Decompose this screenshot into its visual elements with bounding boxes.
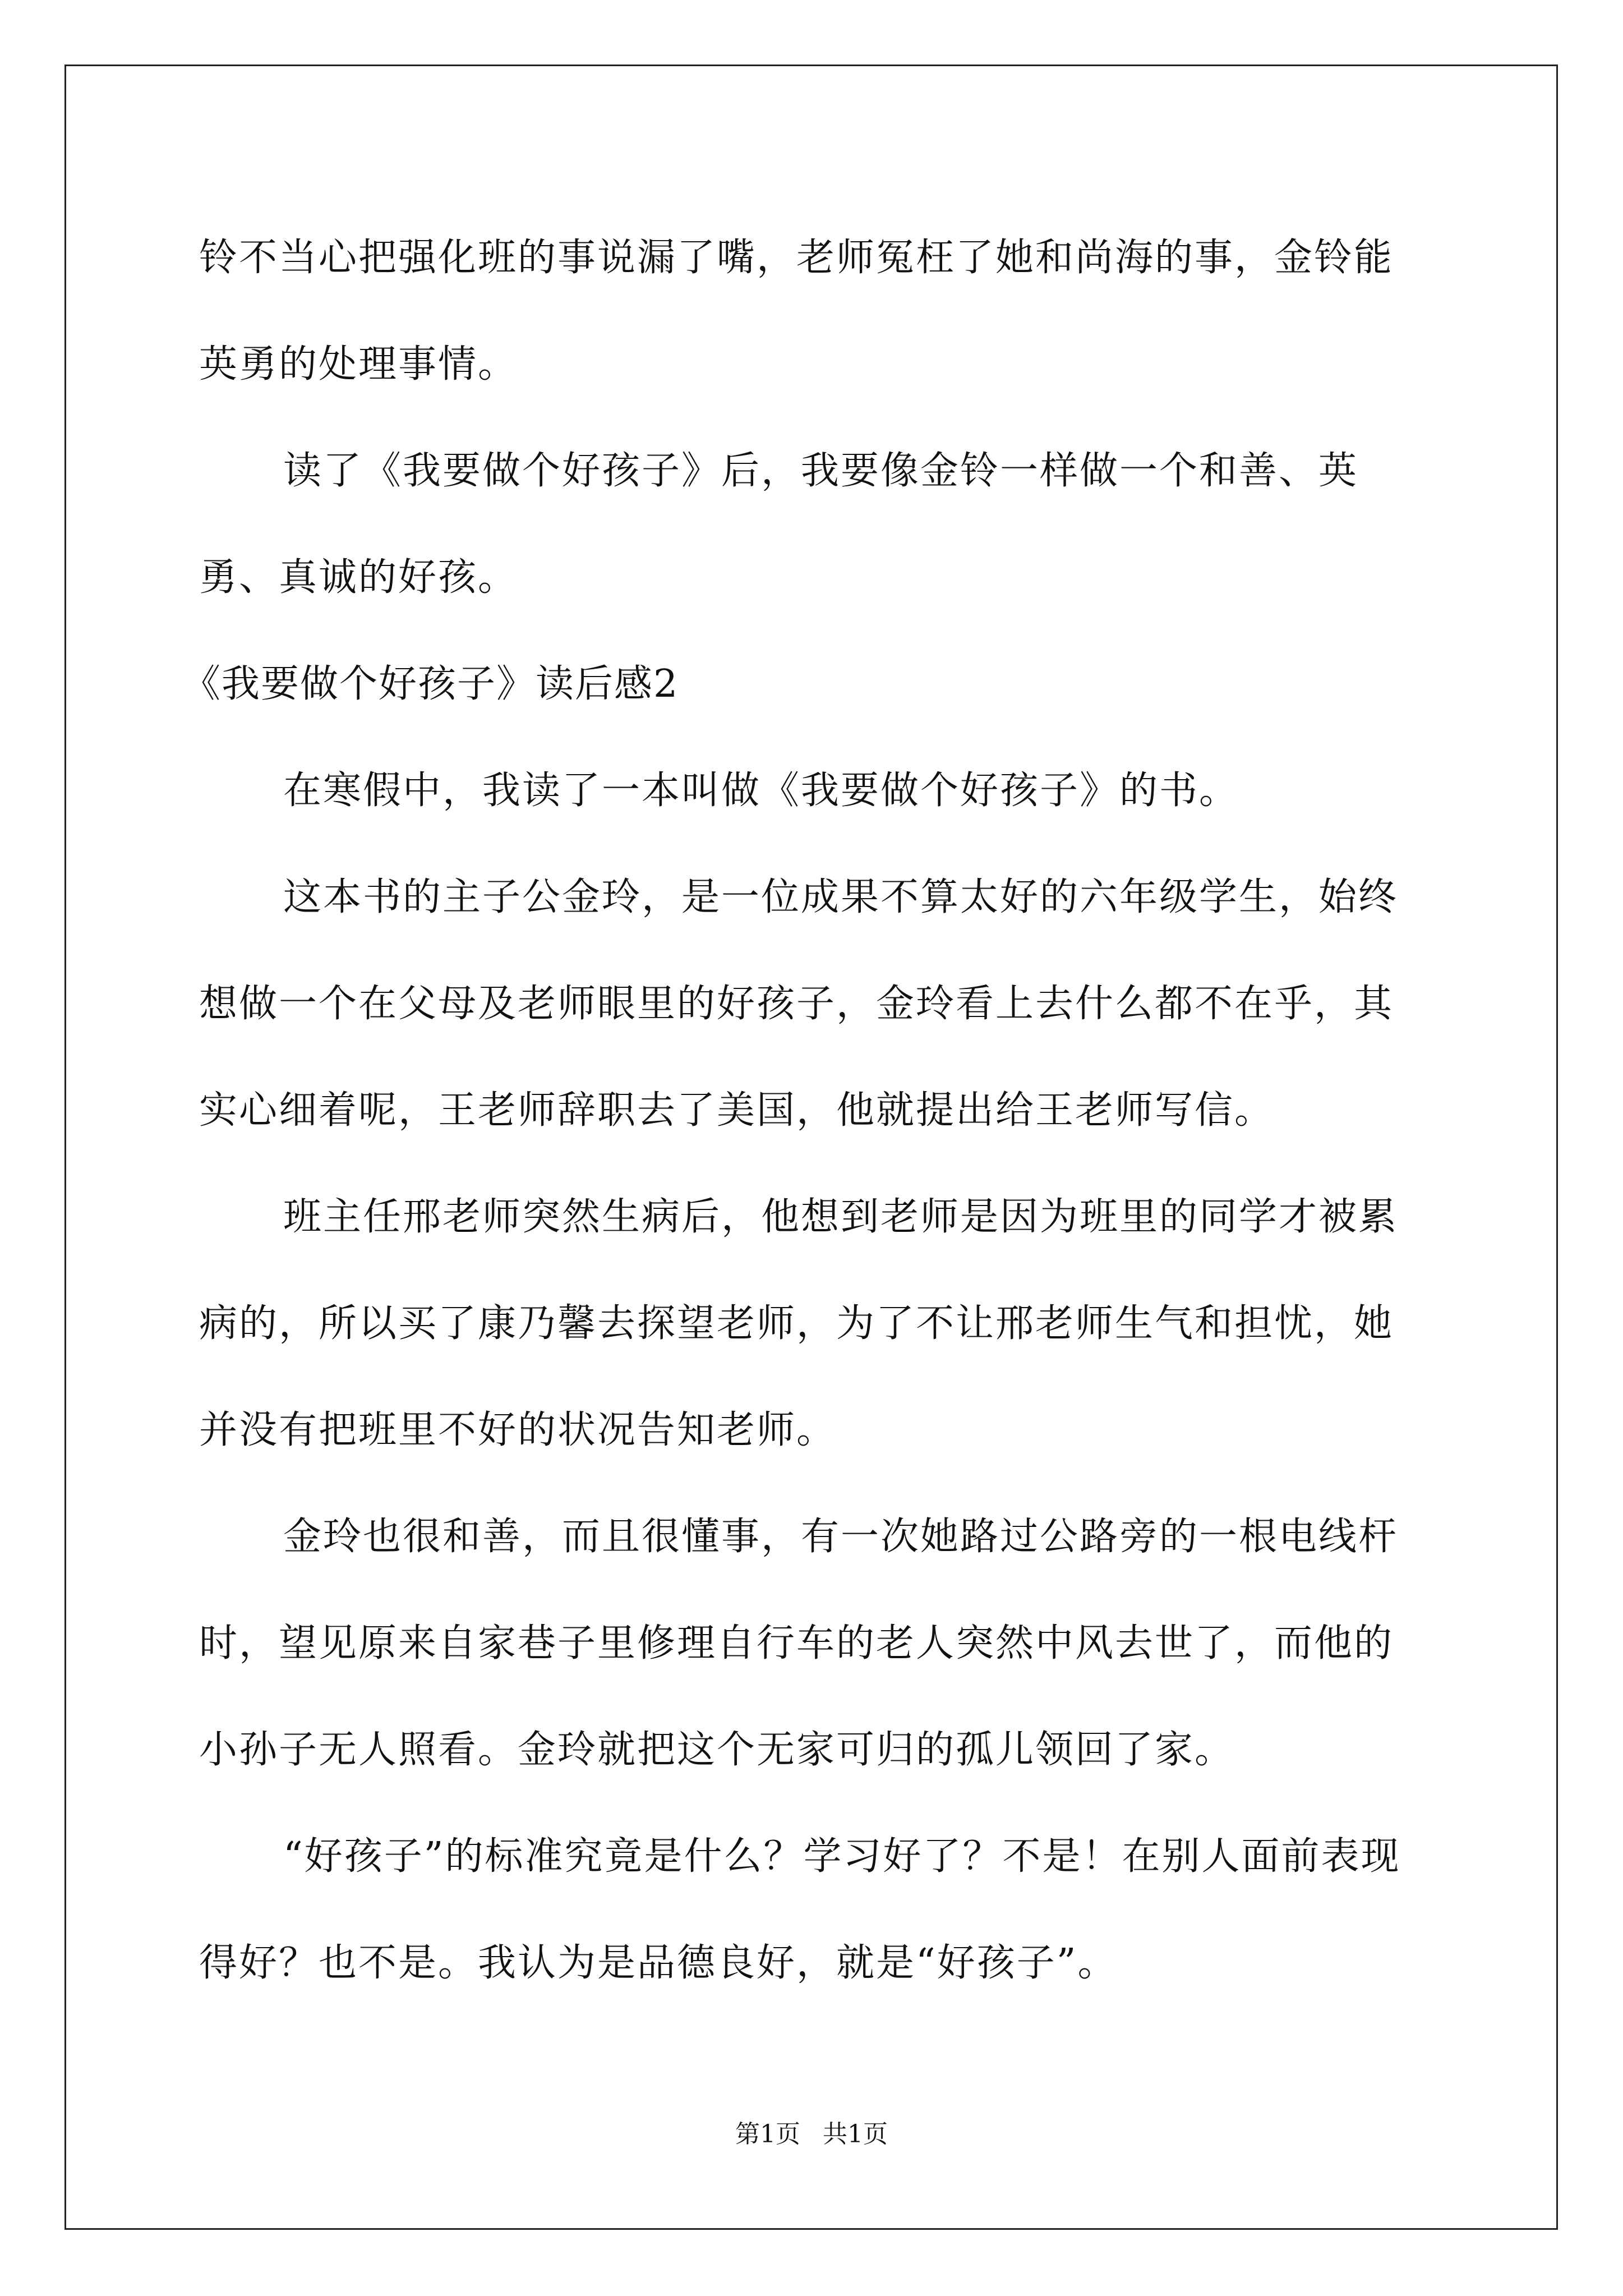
paragraph-conclusion: 读了《我要做个好孩子》后，我要像金铃一样做一个和善、英勇、真诚的好孩。 <box>199 449 1359 600</box>
page-footer <box>0 2114 1623 2150</box>
paragraph: 在寒假中，我读了一本叫做《我要做个好孩子》的书。 <box>283 769 1239 813</box>
page-number: 第1页 <box>735 2120 800 2148</box>
paragraph: 这本书的主子公金玲，是一位成果不算太好的六年级学生，始终想做一个在父母及老师眼里的好孩子，金玲看上去什么都不在乎，其实心细着呢，王老师辞职去了美国，他就提出给王老师写信。 <box>199 875 1399 1133</box>
document-body <box>182 205 1427 2017</box>
page-total: 共1页 <box>823 2120 888 2148</box>
section-title: 《我要做个好孩子》读后感2 <box>182 662 679 706</box>
paragraph-continued: 铃不当心把强化班的事说漏了嘴，老师冤枉了她和尚海的事，金铃能英勇的处理事情。 <box>199 236 1394 386</box>
paragraph: 班主任邢老师突然生病后，他想到老师是因为班里的同学才被累病的，所以买了康乃馨去探望老师，为了不让邢老师生气和担忧，她并没有把班里不好的状况告知老师。 <box>199 1195 1399 1452</box>
paragraph: “好孩子”的标准究竟是什么？学习好了？不是！在别人面前表现得好？也不是。我认为是品德良好，就是“好孩子”。 <box>199 1834 1401 1985</box>
paragraph: 金玲也很和善，而且很懂事，有一次她路过公路旁的一根电线杆时，望见原来自家巷子里修理自行车的老人突然中风去世了，而他的小孙子无人照看。金玲就把这个无家可归的孤儿领回了家。 <box>199 1515 1399 1772</box>
